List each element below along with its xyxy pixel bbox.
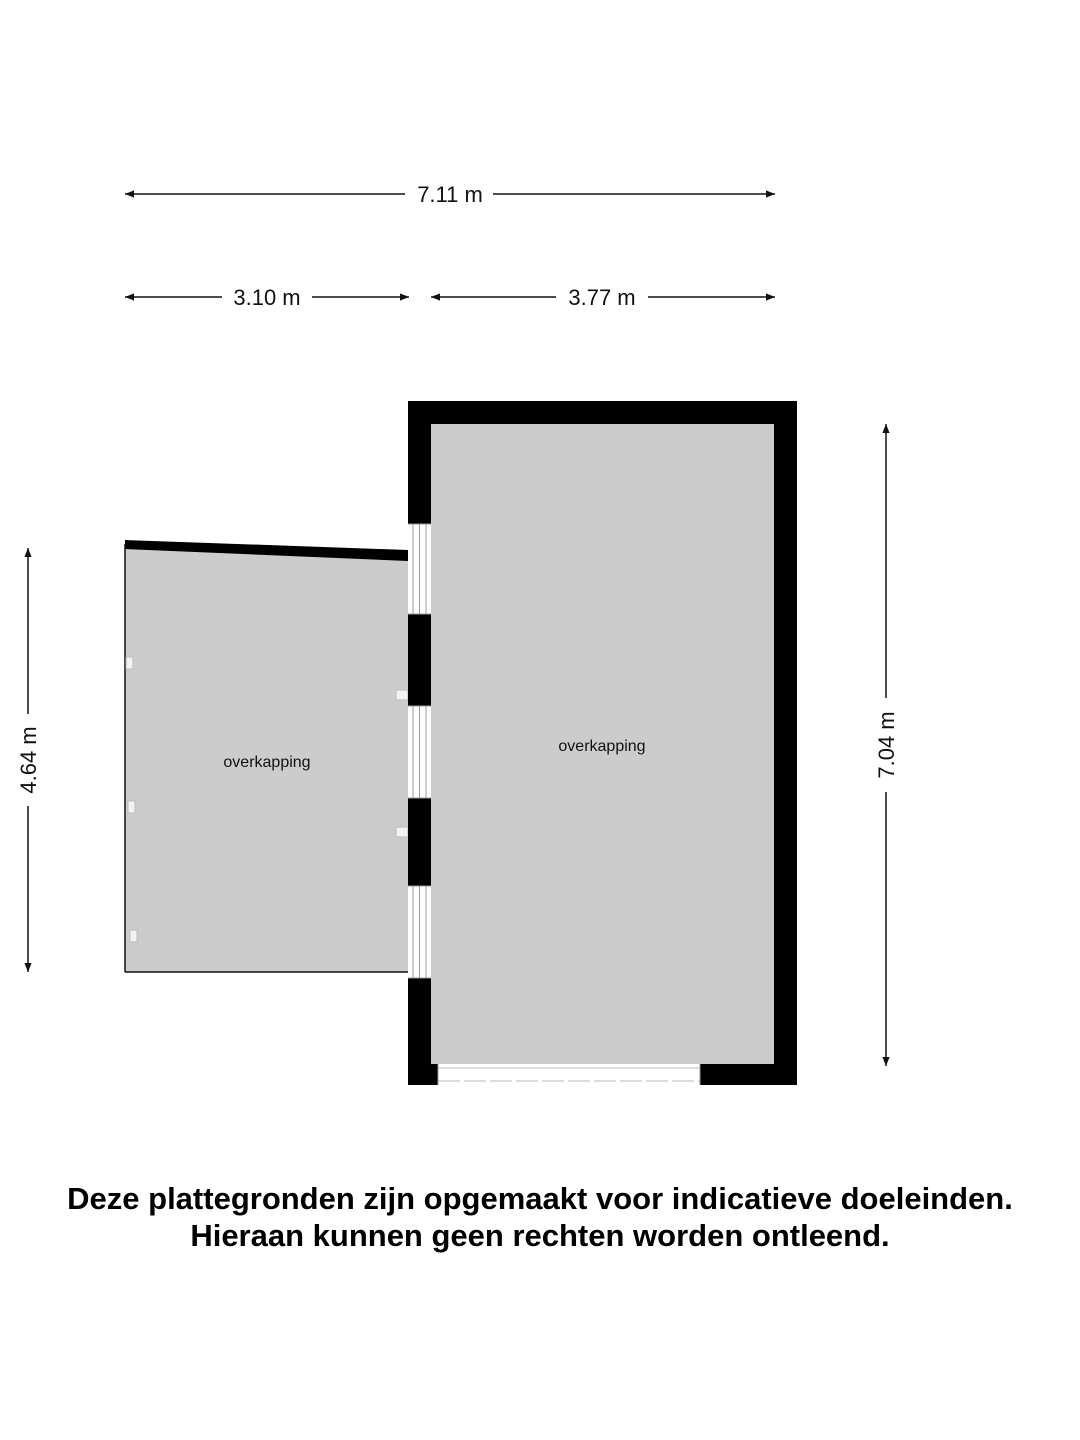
post-marker (396, 827, 408, 837)
dimension-left-width-label: 3.10 m (233, 285, 301, 310)
disclaimer-line-2: Hieraan kunnen geen rechten worden ontleend. (190, 1218, 890, 1253)
window (408, 886, 431, 978)
window (408, 706, 431, 798)
left-room-label: overkapping (223, 754, 311, 771)
right-room (408, 401, 797, 1085)
right-room-label: overkapping (558, 738, 646, 755)
post-marker (396, 690, 408, 700)
dimension-right-width-label: 3.77 m (568, 285, 636, 310)
dimension-right-width (431, 285, 775, 310)
post-marker (130, 930, 137, 942)
dimension-right-height (874, 424, 899, 1066)
garage-door (438, 1064, 700, 1085)
window (408, 524, 431, 614)
left-room (125, 540, 408, 972)
dimension-total-width (125, 182, 775, 207)
dimension-total-width-label: 7.11 m (417, 182, 483, 207)
dimension-left-height (16, 548, 41, 972)
post-marker (126, 657, 133, 669)
dimension-right-height-label: 7.04 m (874, 711, 899, 779)
dimension-left-width (125, 285, 409, 310)
dimension-left-height-label: 4.64 m (16, 726, 41, 794)
post-marker (128, 801, 135, 813)
disclaimer-line-1: Deze plattegronden zijn opgemaakt voor indicatieve doeleinden. (67, 1181, 1013, 1216)
